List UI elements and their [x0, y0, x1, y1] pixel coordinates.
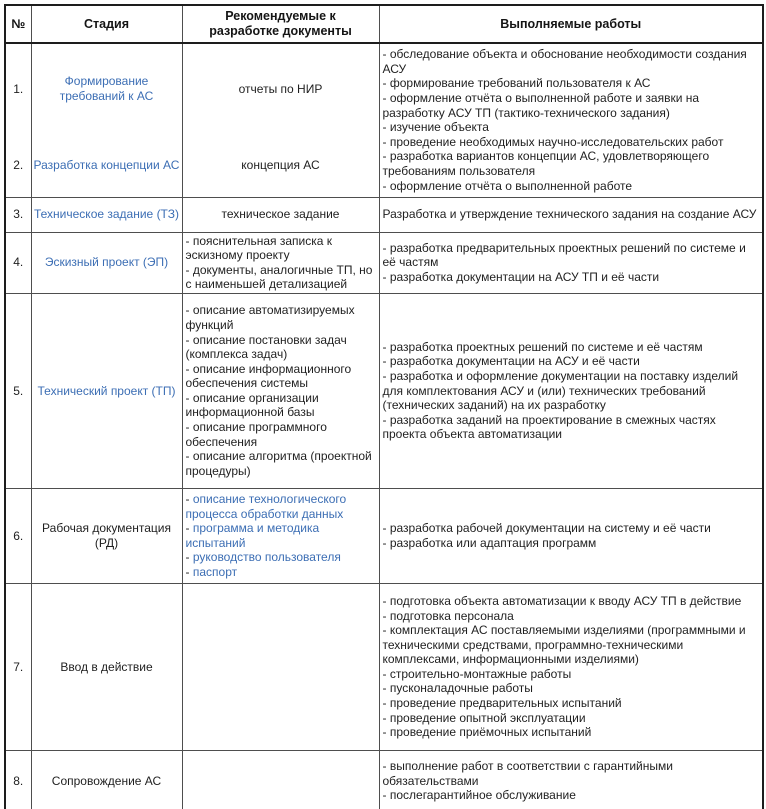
table-row-3 — [5, 197, 763, 232]
row3-docs-cell: техническое задание — [182, 197, 379, 232]
row7-stage-cell: Ввод в действие — [31, 583, 182, 750]
table-row-8 — [5, 750, 763, 809]
row4-stage-cell — [31, 232, 182, 293]
table-row-6 — [5, 488, 763, 583]
row3-number: 3. — [5, 197, 31, 232]
table-row-7 — [5, 583, 763, 750]
row7-number: 7. — [5, 583, 31, 750]
header-works — [379, 5, 763, 43]
row8-docs-cell — [182, 750, 379, 809]
table-row-5 — [5, 293, 763, 488]
stage-link-eskizny-proekt[interactable]: Эскизный проект (ЭП) — [44, 255, 169, 270]
header-stage-label: Стадия — [83, 16, 129, 31]
row3-works-cell: Разработка и утверждение технического задания на создание АСУ — [379, 197, 763, 232]
row6-stage-cell: Рабочая документация (РД) — [31, 488, 182, 583]
row4-number: 4. — [5, 232, 31, 293]
row2-number: 2. — [5, 134, 31, 197]
stage-link-formirovanie-trebovaniy[interactable]: Формирование требований к АС — [59, 74, 154, 103]
header-works-label: Выполняемые работы — [500, 16, 642, 31]
row2-docs-cell: концепция АС — [182, 134, 379, 197]
stage-link-tehnichesky-proekt[interactable]: Технический проект (ТП) — [37, 383, 176, 398]
row6-docs-links-list[interactable]: - описание технологического процесса обработки данных - программа и методика испытаний - руководство пользователя - паспорт — [182, 488, 379, 583]
row7-works-cell: - подготовка объекта автоматизации к вводу АСУ ТП в действие - подготовка персонала - комплектация АС поставляемыми изделиями (программными и техническими средствами, программно-техническими комплексами, информационными изделиями) - строительно-монтажные работы - пусконаладочные работы - проведение предварительных испытаний - проведение опытной эксплуатации - проведение приёмочных испытаний — [379, 583, 763, 750]
row4-works-cell: - разработка предварительных проектных решений по системе и её частям - разработка документации на АСУ ТП и её части — [379, 232, 763, 293]
header-docs-label: Рекомендуемые к разработке документы — [209, 9, 352, 38]
row5-stage-cell — [31, 293, 182, 488]
row3-stage-cell — [31, 197, 182, 232]
stage-link-tehnicheskoe-zadanie[interactable]: Техническое задание (ТЗ) — [33, 207, 179, 222]
row5-docs-cell: - описание автоматизируемых функций - описание постановки задач (комплекса задач) - описание информационного обеспечения системы - описание организации информационной базы - описание программного обеспечения - описание алгоритма (проектной процедуры) — [182, 293, 379, 488]
row5-works-cell: - разработка проектных решений по системе и её частям - разработка документации на АСУ и её части - разработка и оформление документации на поставку изделий для комплектования АСУ и (или) технических требований (технических заданий) на их разработку - разработка заданий на проектирование в смежных частях проекта объекта автоматизации — [379, 293, 763, 488]
row7-docs-cell — [182, 583, 379, 750]
row1-docs-cell: отчеты по НИР — [182, 43, 379, 134]
row4-docs-cell: - пояснительная записка к эскизному проекту - документы, аналогичные ТП, но с наименьшей детализацией — [182, 232, 379, 293]
row1-stage-cell — [31, 43, 182, 134]
row8-number: 8. — [5, 750, 31, 809]
row2-stage-cell — [31, 134, 182, 197]
row8-works-cell: - выполнение работ в соответствии с гарантийными обязательствами - послегарантийное обслуживание — [379, 750, 763, 809]
stage-link-razrabotka-koncepcii[interactable]: Разработка концепции АС — [33, 157, 180, 172]
row1-number: 1. — [5, 43, 31, 134]
works-cell-stages-1-2: - обследование объекта и обоснование необходимости создания АСУ - формирование требований пользователя к АС - оформление отчёта о выполненной работе и заявки на разработку АСУ ТП (тактико-технического задания) - изучение объекта - проведение необходимых научно-исследовательских работ - разработка вариантов концепции АС, удовлетворяющего требованиям пользователя - оформление отчёта о выполненной работе — [379, 43, 763, 197]
row6-works-cell: - разработка рабочей документации на систему и её части - разработка или адаптация программ — [379, 488, 763, 583]
row8-stage-cell: Сопровождение АС — [31, 750, 182, 809]
header-number — [5, 5, 31, 43]
header-docs — [182, 5, 379, 43]
table-row-1 — [5, 43, 763, 134]
table-header-row — [5, 5, 763, 43]
header-stage — [31, 5, 182, 43]
as-development-stages-table — [4, 4, 764, 809]
row6-number: 6. — [5, 488, 31, 583]
table-row-4 — [5, 232, 763, 293]
row5-number: 5. — [5, 293, 31, 488]
header-number-label: № — [11, 16, 26, 31]
